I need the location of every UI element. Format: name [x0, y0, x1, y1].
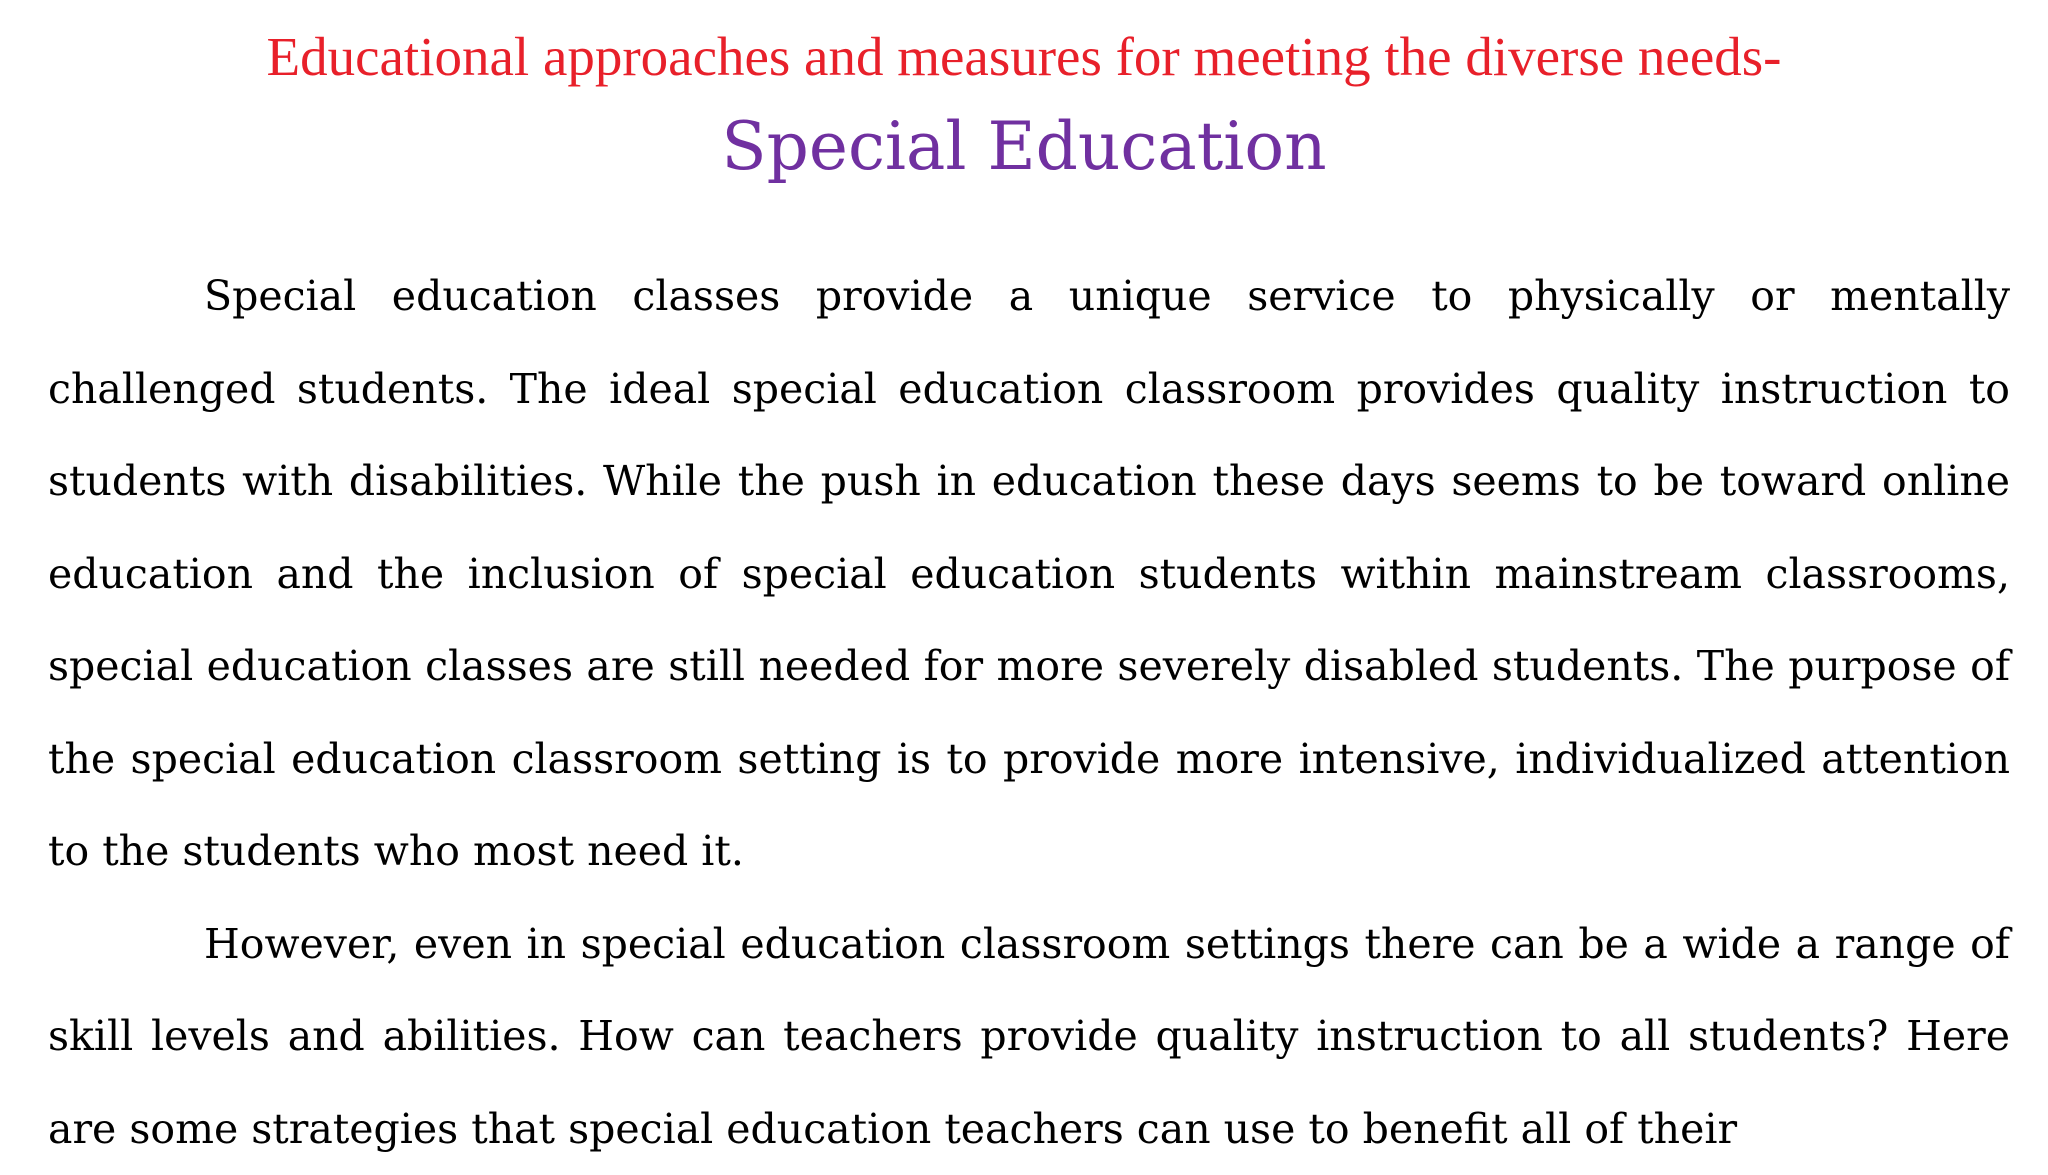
body-paragraph-2: However, even in special education classroom settings there can be a wide a range of skill levels and abilities. How can teachers provide quality instruction to all students? Here are some strategies that special education teachers can use to benefit all of their: [48, 898, 2010, 1175]
document-heading: Educational approaches and measures for meeting the diverse needs-: [0, 22, 2048, 92]
body-paragraph-1: Special education classes provide a unique service to physically or mentally challenged students. The ideal special education classroom provides quality instruction to students with disabilities. While the push in education these days seems to be toward online education and the inclusion of special education students within mainstream classrooms, special education classes are still needed for more severely disabled students. The purpose of the special education classroom setting is to provide more intensive, individualized attention to the students who most need it.: [48, 250, 2010, 898]
document-subheading: Special Education: [0, 105, 2048, 189]
document-body: [48, 250, 2010, 1175]
